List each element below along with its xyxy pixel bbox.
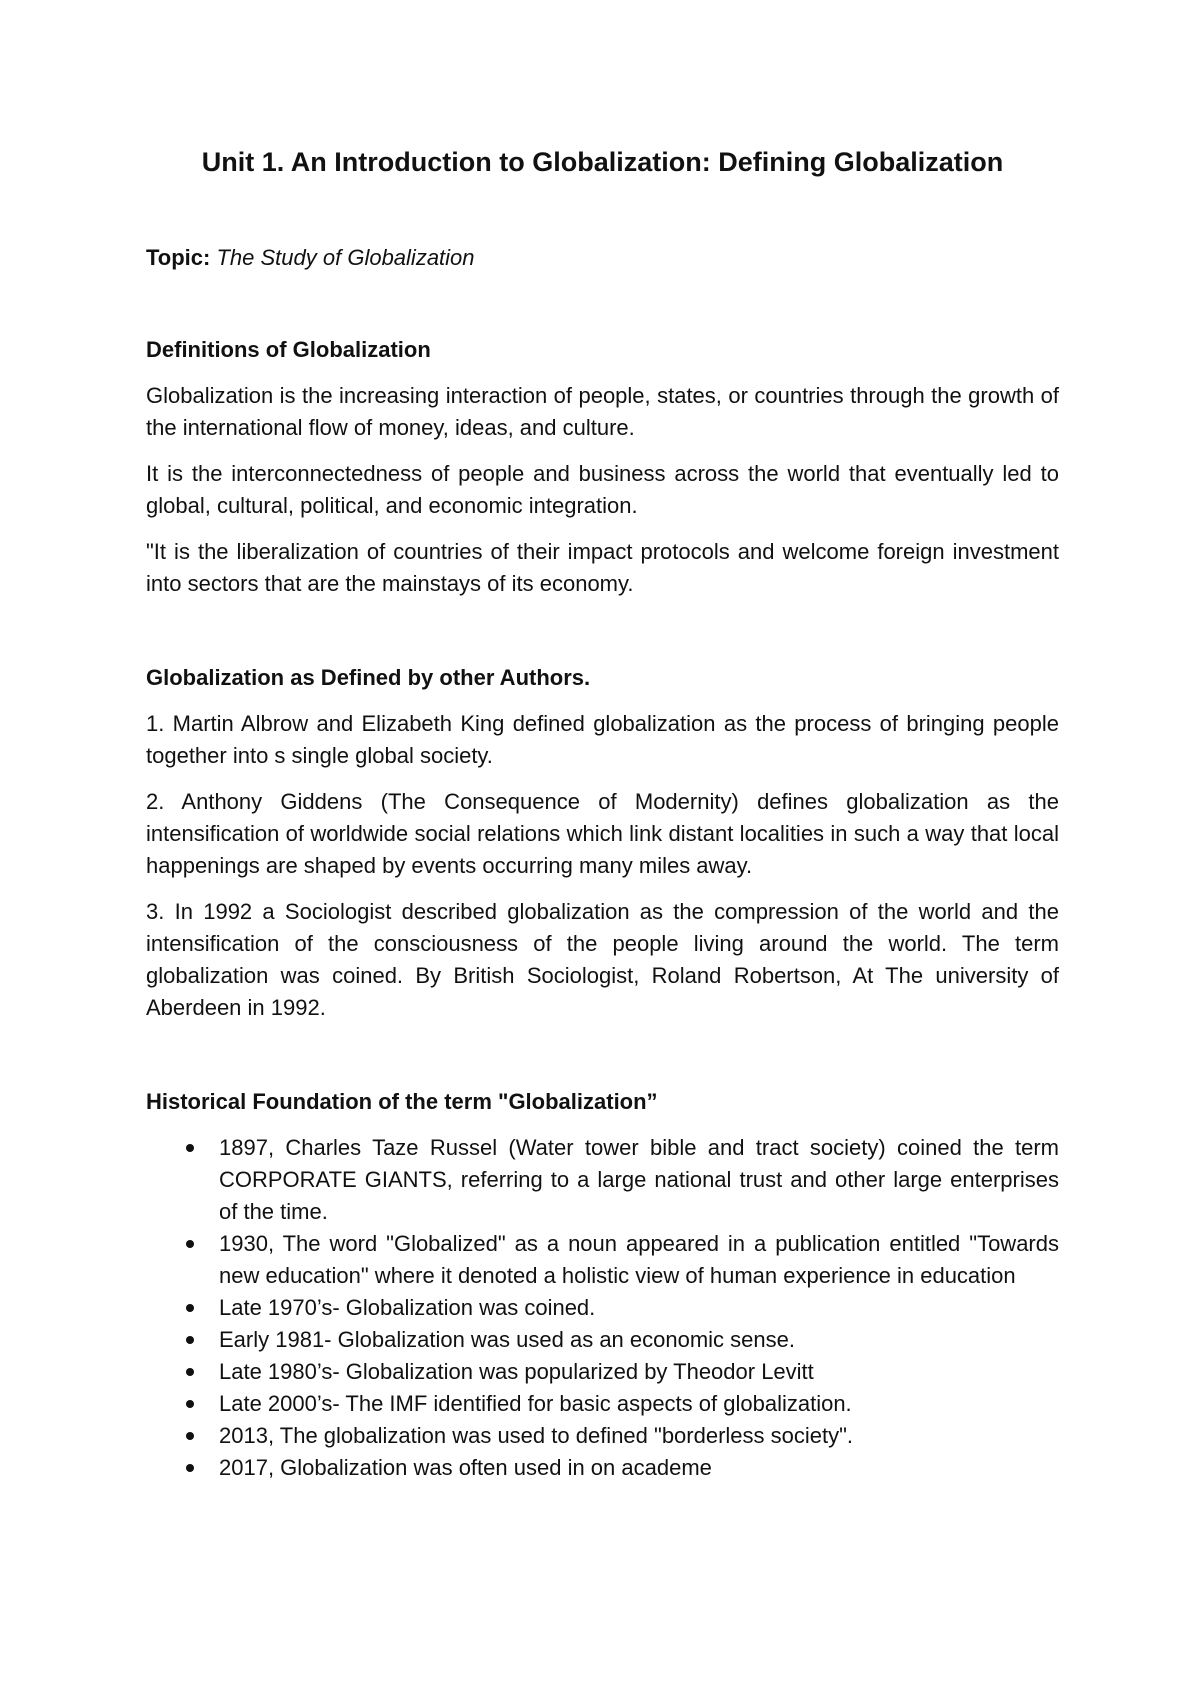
bullet-icon <box>186 1336 194 1344</box>
document-title: Unit 1. An Introduction to Globalization: Defining Globalization <box>201 147 1004 177</box>
list-item-text: 2017, Globalization was often used in on academe <box>219 1455 712 1480</box>
author-definition: 1. Martin Albrow and Elizabeth King defined globalization as the process of bringing people together into s single global society. <box>146 711 1059 768</box>
list-item-text: 1930, The word "Globalized" as a noun appeared in a publication entitled "Towards new education" where it denoted a holistic view of human experience in education <box>219 1231 1059 1288</box>
definition-paragraph: It is the interconnectedness of people and business across the world that eventually led to global, cultural, political, and economic integration. <box>146 461 1059 518</box>
spacer <box>146 1038 1059 1086</box>
definitions-section <box>146 334 1059 600</box>
list-item <box>146 1292 1059 1324</box>
list-item <box>146 1356 1059 1388</box>
topic-line <box>146 242 1059 274</box>
history-heading: Historical Foundation of the term "Globalization” <box>146 1089 658 1114</box>
bullet-icon <box>186 1400 194 1408</box>
bullet-icon <box>186 1240 194 1248</box>
list-item <box>146 1132 1059 1228</box>
author-definition: 2. Anthony Giddens (The Consequence of Modernity) defines globalization as the intensification of worldwide social relations which link distant localities in such a way that local happenings are shaped by events occurring many miles away. <box>146 789 1059 878</box>
list-item <box>146 1420 1059 1452</box>
list-item-text: 2013, The globalization was used to defined "borderless society". <box>219 1423 854 1448</box>
list-item-text: Late 2000’s- The IMF identified for basic aspects of globalization. <box>219 1391 852 1416</box>
list-item-text: Late 1970’s- Globalization was coined. <box>219 1295 596 1320</box>
list-item-text: 1897, Charles Taze Russel (Water tower bible and tract society) coined the term CORPORATE GIANTS, referring to a large national trust and other large enterprises of the time. <box>219 1135 1059 1224</box>
list-item <box>146 1452 1059 1484</box>
topic-value: The Study of Globalization <box>216 245 475 270</box>
authors-section <box>146 662 1059 1024</box>
bullet-icon <box>186 1368 194 1376</box>
bullet-icon <box>186 1464 194 1472</box>
author-definition: 3. In 1992 a Sociologist described globalization as the compression of the world and the intensification of the consciousness of the people living around the world. The term globalization was coined. By British Sociologist, Roland Robertson, At The university of Aberdeen in 1992. <box>146 899 1059 1020</box>
history-list <box>146 1132 1059 1484</box>
list-item <box>146 1388 1059 1420</box>
spacer <box>146 614 1059 662</box>
bullet-icon <box>186 1144 194 1152</box>
list-item-text: Late 1980’s- Globalization was popularized by Theodor Levitt <box>219 1359 814 1384</box>
history-section <box>146 1086 1059 1484</box>
bullet-icon <box>186 1304 194 1312</box>
list-item-text: Early 1981- Globalization was used as an economic sense. <box>219 1327 795 1352</box>
definition-paragraph: Globalization is the increasing interaction of people, states, or countries through the growth of the international flow of money, ideas, and culture. <box>146 383 1059 440</box>
definition-paragraph: "It is the liberalization of countries of their impact protocols and welcome foreign investment into sectors that are the mainstays of its economy. <box>146 539 1059 596</box>
topic-label: Topic: <box>146 245 211 270</box>
list-item <box>146 1324 1059 1356</box>
bullet-icon <box>186 1432 194 1440</box>
list-item <box>146 1228 1059 1292</box>
definitions-heading: Definitions of Globalization <box>146 337 431 362</box>
authors-heading: Globalization as Defined by other Authors. <box>146 665 591 690</box>
